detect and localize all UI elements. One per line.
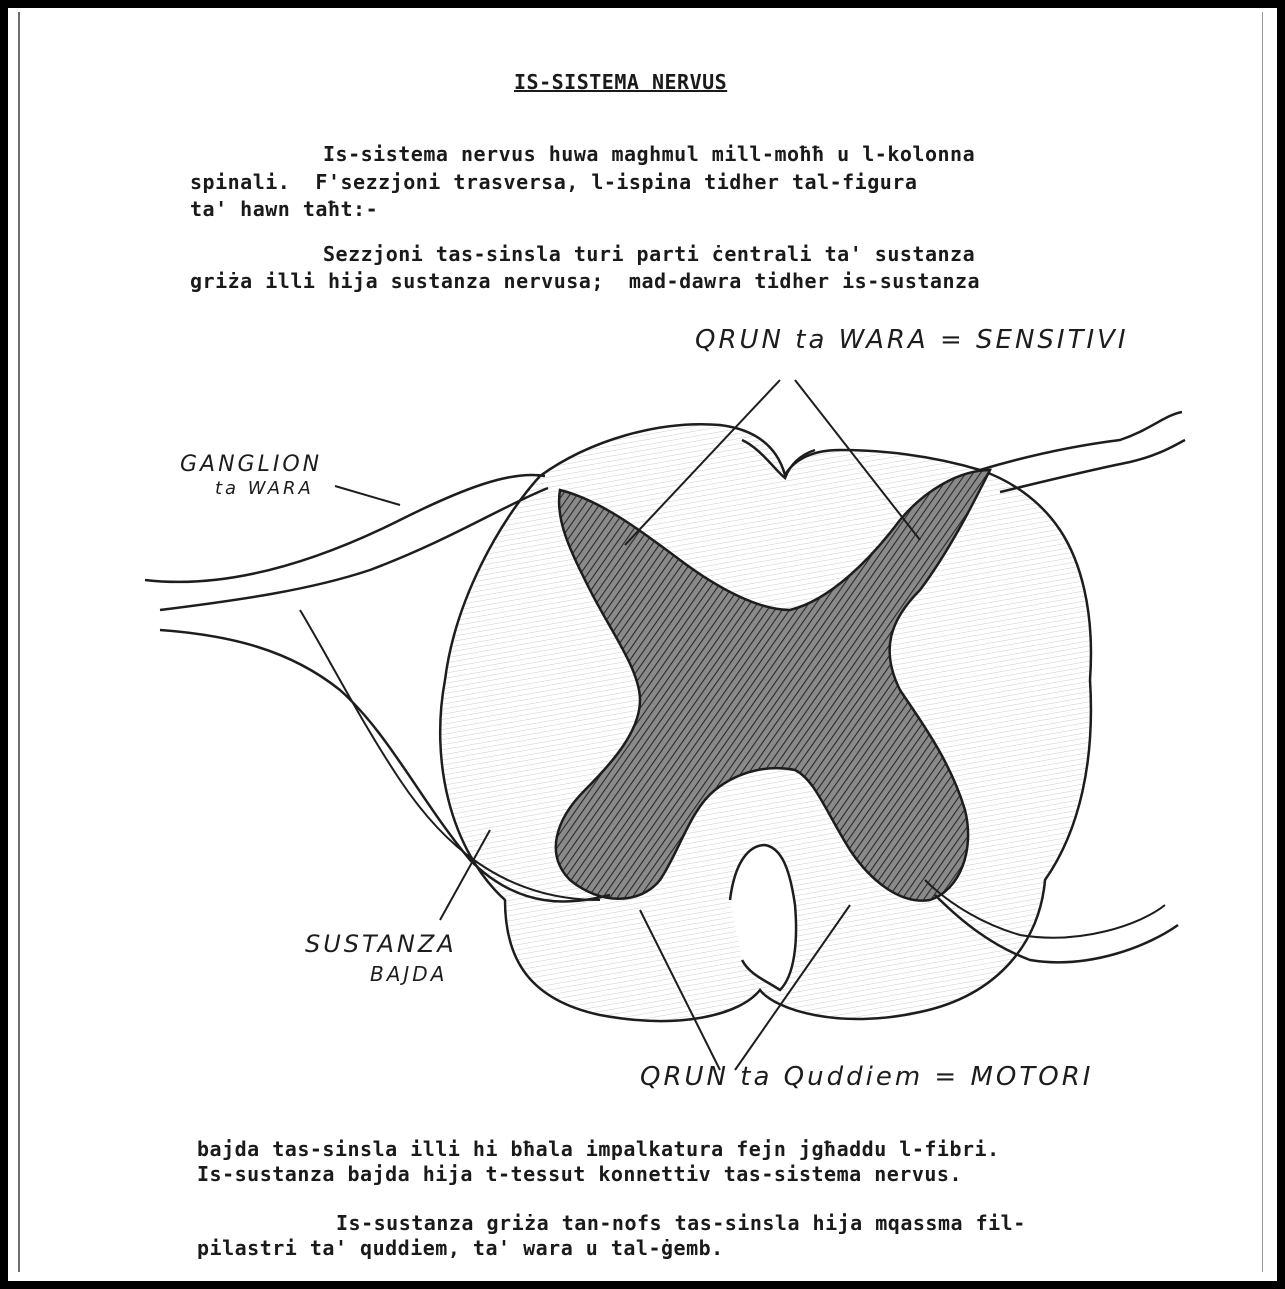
- paragraph3-line2: Is-sustanza bajda hija t-tessut konnettiv tas-sistema nervus.: [197, 1162, 963, 1186]
- leader-ganglion: [335, 486, 400, 505]
- paragraph2-line1: Sezzjoni tas-sinsla turi parti ċentrali ta' sustanza: [323, 242, 976, 266]
- label-ganglion-line1: GANGLION: [180, 452, 323, 477]
- paragraph1-line3: ta' hawn taħt:-: [190, 197, 379, 221]
- paragraph1-line2: spinali. F'sezzjoni trasversa, l-ispina tidher tal-figura: [190, 170, 918, 194]
- paragraph3-line1: bajda tas-sinsla illi hi bħala impalkatura fejn jgħaddu l-fibri.: [197, 1137, 1000, 1161]
- dorsal-root-right-lower: [1000, 440, 1185, 492]
- document-title: IS-SISTEMA NERVUS: [514, 70, 728, 94]
- label-white-matter-line1: SUSTANZA: [305, 930, 457, 958]
- label-white-matter-line2: BAJDA: [370, 962, 448, 986]
- paragraph2-line2: griża illi hija sustanza nervusa; mad-dawra tidher is-sustanza: [190, 269, 981, 293]
- label-posterior-horns: QRUN ta WARA = SENSITIVI: [695, 325, 1129, 355]
- paragraph4-line2: pilastri ta' quddiem, ta' wara u tal-ġemb.: [197, 1236, 724, 1260]
- label-anterior-horns: QRUN ta Quddiem = MOTORI: [640, 1062, 1094, 1092]
- paragraph1-line1: Is-sistema nervus huwa maghmul mill-moħħ u l-kolonna: [323, 142, 976, 166]
- paragraph4-line1: Is-sustanza griża tan-nofs tas-sinsla hija mqassma fil-: [336, 1211, 1026, 1235]
- dorsal-root-right: [980, 412, 1182, 470]
- label-ganglion-line2: ta WARA: [215, 478, 314, 499]
